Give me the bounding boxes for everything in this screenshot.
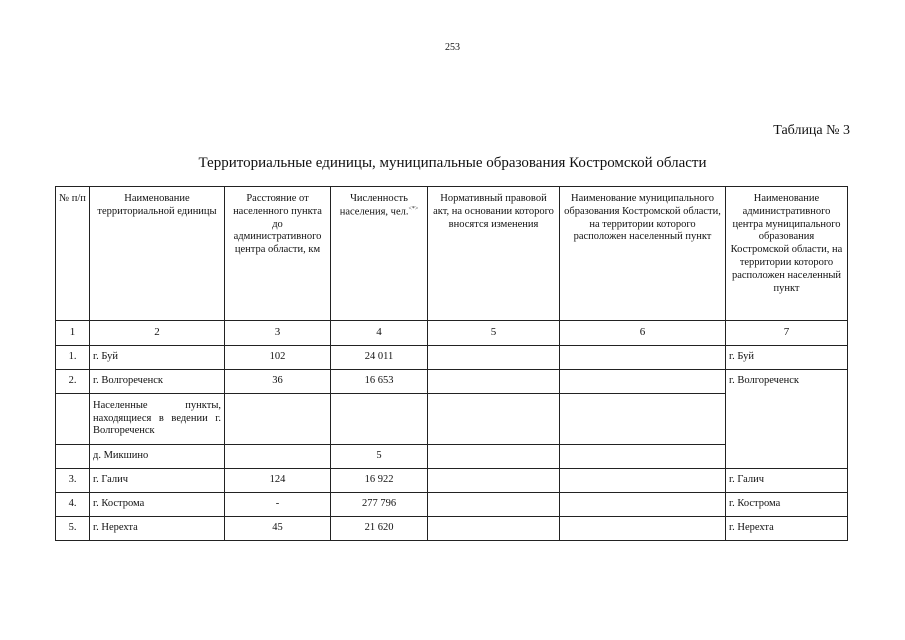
table-label: Таблица № 3: [773, 123, 850, 138]
unit-name: г. Нерехта: [90, 517, 225, 541]
distance-cell: [225, 394, 331, 445]
distance-cell: 45: [225, 517, 331, 541]
distance-cell: 102: [225, 346, 331, 370]
table-row: [56, 469, 848, 493]
municipality-cell: [560, 493, 726, 517]
column-number-row: [56, 321, 848, 346]
table-row: [56, 346, 848, 370]
act-cell: [428, 517, 560, 541]
column-number: 1: [56, 321, 90, 346]
unit-name: г. Кострома: [90, 493, 225, 517]
population-cell: 5: [331, 445, 428, 469]
population-cell: 277 796: [331, 493, 428, 517]
document-title: Территориальные единицы, муниципальные образования Костромской области: [198, 155, 707, 171]
population-cell: 16 922: [331, 469, 428, 493]
population-cell: 21 620: [331, 517, 428, 541]
row-number: 2.: [56, 370, 90, 394]
admin-center-cell: г. Буй: [726, 346, 848, 370]
row-number: [56, 394, 90, 445]
column-header-municipality: Наименование муниципального образования Костромской области, на территории которого расположен населенный пункт: [560, 187, 726, 321]
column-header-number: № п/п: [56, 187, 90, 321]
table-row: [56, 370, 848, 394]
row-number: [56, 445, 90, 469]
column-number: 4: [331, 321, 428, 346]
municipality-cell: [560, 394, 726, 445]
municipality-cell: [560, 370, 726, 394]
unit-name: г. Галич: [90, 469, 225, 493]
act-cell: [428, 493, 560, 517]
column-header-distance: Расстояние от населенного пункта до административного центра области, км: [225, 187, 331, 321]
municipality-cell: [560, 445, 726, 469]
column-number: 3: [225, 321, 331, 346]
admin-center-cell: г. Галич: [726, 469, 848, 493]
column-number: 2: [90, 321, 225, 346]
municipality-cell: [560, 517, 726, 541]
table-row: [56, 517, 848, 541]
column-header-center: Наименование административного центра муниципального образования Костромской области, на территории которого расположен населенный пункт: [726, 187, 848, 321]
column-header-name: Наименование территориальной единицы: [90, 187, 225, 321]
act-cell: [428, 445, 560, 469]
unit-name: г. Волгореченск: [90, 370, 225, 394]
population-cell: 16 653: [331, 370, 428, 394]
distance-cell: 36: [225, 370, 331, 394]
footnote-mark: <*>: [408, 205, 419, 212]
table-header-row: [56, 187, 848, 321]
act-cell: [428, 346, 560, 370]
unit-name: д. Микшино: [90, 445, 225, 469]
table-row: [56, 493, 848, 517]
page-number: 253: [445, 42, 460, 53]
distance-cell: [225, 445, 331, 469]
act-cell: [428, 394, 560, 445]
row-number: 3.: [56, 469, 90, 493]
territorial-units-table: [55, 186, 848, 541]
unit-name: Населенные пункты, находящиеся в ведении г. Волгореченск: [90, 394, 225, 445]
column-number: 5: [428, 321, 560, 346]
row-number: 1.: [56, 346, 90, 370]
column-number: 7: [726, 321, 848, 346]
admin-center-cell: г. Волгореченск: [726, 370, 848, 469]
unit-name: г. Буй: [90, 346, 225, 370]
population-cell: 24 011: [331, 346, 428, 370]
row-number: 5.: [56, 517, 90, 541]
act-cell: [428, 370, 560, 394]
column-header-act: Нормативный правовой акт, на основании которого вносятся изменения: [428, 187, 560, 321]
admin-center-cell: г. Кострома: [726, 493, 848, 517]
row-number: 4.: [56, 493, 90, 517]
municipality-cell: [560, 469, 726, 493]
column-header-population-text: Численность населения, чел.: [339, 193, 409, 218]
column-number: 6: [560, 321, 726, 346]
act-cell: [428, 469, 560, 493]
admin-center-cell: г. Нерехта: [726, 517, 848, 541]
population-cell: [331, 394, 428, 445]
distance-cell: 124: [225, 469, 331, 493]
column-header-population: [331, 187, 428, 321]
distance-cell: -: [225, 493, 331, 517]
municipality-cell: [560, 346, 726, 370]
